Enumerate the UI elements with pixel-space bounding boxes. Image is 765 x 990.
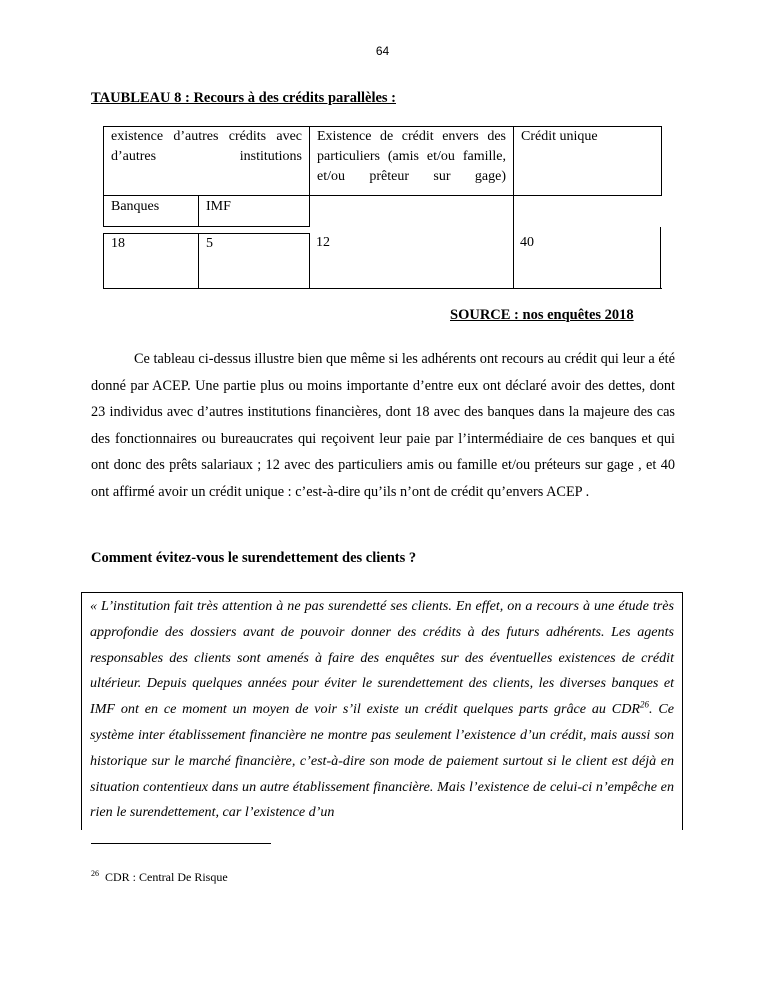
value-banks: 18 [103, 233, 199, 289]
header-single-credit: Crédit unique [513, 126, 662, 196]
footnote-reference: 26 [639, 699, 649, 710]
interview-question: Comment évitez-vous le surendettement des clients ? [91, 550, 417, 566]
footnote-separator [91, 843, 271, 844]
value-imf: 5 [198, 233, 310, 289]
table-title: TAUBLEAU 8 : Recours à des crédits parallèles : [91, 90, 397, 106]
body-paragraph [91, 346, 675, 506]
value-single-credit: 40 [513, 195, 662, 289]
paragraph-text: Ce tableau ci-dessus illustre bien que même si les adhérents ont recours au crédit qui leur a été donné par ACEP. Une partie plus ou moins importante d’entre eux ont déclaré avoir des dettes, dont 23 individus avec d’autres institutions financières, dont 18 avec des banques dans la majeure des cas des fonctionnaires ou bureaucrates qui reçoivent leur paie par l’intermédiaire de ces banques et qui ont donc des prêts salariaux ; 12 avec des particuliers amis ou famille et/ou préteurs sur gage , et 40 ont affirmé avoir un crédit unique : c’est-à-dire qu’ils n’ont de crédit qu’envers ACEP . [91, 351, 675, 500]
table-right-border [660, 227, 661, 289]
header-other-institutions: existence d’autres crédits avec d’autres institutions [103, 126, 310, 196]
footnote-number: 26 [91, 869, 99, 878]
quote-text-part2: . Ce système inter établissement financière ne montre pas seulement l’existence d’un crédit, mais aussi son historique sur le marché financière, c’est-à-dire son mode de paiement surtout si le client est déjà en situation contentieux dans un autre établissement financière. Mais l’existence de celui-ci n’empêche en rien le surendettement, car l’existence d’un [90, 701, 674, 821]
value-individuals: 12 [309, 195, 514, 289]
sub-header-imf: IMF [198, 195, 310, 227]
quote-text-part1: « L’institution fait très attention à ne pas surendetté ses clients. En effet, on a recours à une étude très approfondie des dossiers avant de pouvoir donner des crédits à des futurs adhérents. Les agents responsables des clients sont amenés à faire des enquêtes sur des éventuelles existences de crédit ultérieur. Depuis quelques années pour éviter le surendettement des clients, les diverses banques et IMF ont en ce moment un moyen de voir s’il existe un crédit quelques parts grâce au CDR [90, 598, 674, 718]
page-number: 64 [375, 44, 390, 58]
footnote [91, 870, 228, 885]
sub-header-banks: Banques [103, 195, 199, 227]
footnote-text: CDR : Central De Risque [105, 870, 228, 884]
table-source: SOURCE : nos enquêtes 2018 [450, 307, 634, 323]
interview-quote [81, 592, 683, 830]
header-individuals: Existence de crédit envers des particuliers (amis et/ou famille, et/ou prêteur sur gage) [309, 126, 514, 196]
